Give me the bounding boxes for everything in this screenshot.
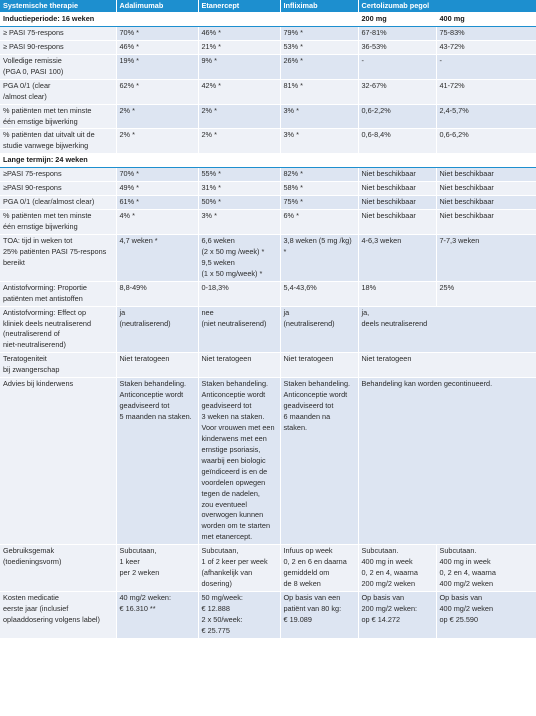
cell-etanercept: 31% * [198,182,280,196]
table-row [0,104,536,129]
cell-infliximab: 81% * [280,79,358,104]
table-row [0,168,536,182]
cell-infliximab: 5,4-43,6% [280,281,358,306]
cell-adalimumab: 70% * [116,168,198,182]
table-row [0,592,536,639]
long-term-rows [0,168,536,306]
cell-certolizumab-400: 0,6-6,2% [436,129,536,154]
row-label: Advies bij kinderwens [0,378,116,545]
cell-certolizumab-400: 41-72% [436,79,536,104]
cell-certolizumab: Niet teratogeen [358,353,536,378]
row-label: Kosten medicatie eerste jaar (inclusief oplaaddosering volgens label) [0,592,116,639]
cell-certolizumab-200: Niet beschikbaar [358,182,436,196]
table-row [0,378,536,545]
certo-dose-400: 400 mg [436,13,536,27]
section-induction [0,13,536,27]
table-row [0,306,536,353]
row-label: % patiënten met ten minste één ernstige bijwerking [0,104,116,129]
header-etanercept: Etanercept [198,0,280,13]
cell-etanercept: 50% * [198,196,280,210]
cell-adalimumab: Subcutaan, 1 keer per 2 weken [116,545,198,592]
row-label: PGA 0/1 (clear /almost clear) [0,79,116,104]
cell-infliximab: 82% * [280,168,358,182]
cell-infliximab: 3% * [280,129,358,154]
cell-infliximab: Niet teratogeen [280,353,358,378]
table-row [0,182,536,196]
cell-infliximab: ja (neutraliserend) [280,306,358,353]
cell-certolizumab-200: Niet beschikbaar [358,210,436,235]
table-row [0,210,536,235]
cell-infliximab: 53% * [280,40,358,54]
cell-adalimumab: 4% * [116,210,198,235]
cell-certolizumab-200: Subcutaan. 400 mg in week 0, 2 en 4, waarna 200 mg/2 weken [358,545,436,592]
cell-etanercept: nee (niet neutraliserend) [198,306,280,353]
table-row [0,545,536,592]
cell-adalimumab: 2% * [116,104,198,129]
row-label: Antistofvorming: Proportie patiënten met antistoffen [0,281,116,306]
induction-rows [0,26,536,153]
table-row [0,281,536,306]
cell-certolizumab-400: 2,4-5,7% [436,104,536,129]
table-row [0,353,536,378]
row-label: Antistofvorming: Effect op kliniek deels neutraliserend (neutraliserend of niet-neutraliserend) [0,306,116,353]
cell-adalimumab: ja (neutraliserend) [116,306,198,353]
cell-adalimumab: 40 mg/2 weken: € 16.310 ** [116,592,198,639]
row-label: Gebruiksgemak (toedieningsvorm) [0,545,116,592]
table-row [0,54,536,79]
cell-adalimumab: 4,7 weken * [116,234,198,281]
table-row [0,26,536,40]
cell-certolizumab-400: - [436,54,536,79]
table-row [0,40,536,54]
cell-etanercept: 46% * [198,26,280,40]
cell-infliximab: Staken behandeling. Anticonceptie wordt geadviseerd tot 6 maanden na staken. [280,378,358,545]
table-row [0,196,536,210]
cell-infliximab: 6% * [280,210,358,235]
cell-etanercept: 2% * [198,104,280,129]
cell-certolizumab: Behandeling kan worden gecontinueerd. [358,378,536,545]
cell-etanercept: 21% * [198,40,280,54]
row-label: % patiënten dat uitvalt uit de studie vanwege bijwerking [0,129,116,154]
cell-adalimumab: 49% * [116,182,198,196]
header-therapy: Systemische therapie [0,0,116,13]
cell-certolizumab-400: Niet beschikbaar [436,210,536,235]
cell-etanercept: 50 mg/week: € 12.888 2 x 50/week: € 25.775 [198,592,280,639]
cell-etanercept: Staken behandeling. Anticonceptie wordt geadviseerd tot 3 weken na staken. Voor vrouwen met een kinderwens met een ernstige psoriasis, waarbij een biologic geïndiceerd is en de voordelen opwegen tegen de nadelen, zou eventueel overwogen kunnen worden om te starten met etanercept. [198,378,280,545]
header-row [0,0,536,13]
cell-infliximab: Infuus op week 0, 2 en 6 en daarna gemiddeld om de 8 weken [280,545,358,592]
row-label: ≥PASI 90-respons [0,182,116,196]
section-long-term-title: Lange termijn: 24 weken [0,154,536,168]
table-row [0,129,536,154]
cell-infliximab: 58% * [280,182,358,196]
row-label: % patiënten met ten minste één ernstige bijwerking [0,210,116,235]
cell-adalimumab: 70% * [116,26,198,40]
section-long-term [0,154,536,168]
cell-certolizumab-200: 67-81% [358,26,436,40]
cell-certolizumab-200: 0,6-8,4% [358,129,436,154]
cell-infliximab: Op basis van een patiënt van 80 kg: € 19.089 [280,592,358,639]
cell-infliximab: 3% * [280,104,358,129]
cell-adalimumab: 2% * [116,129,198,154]
cell-etanercept: 55% * [198,168,280,182]
cell-certolizumab-200: - [358,54,436,79]
row-label: Volledige remissie (PGA 0, PASI 100) [0,54,116,79]
row-label: ≥PASI 75-respons [0,168,116,182]
cell-certolizumab-400: Op basis van 400 mg/2 weken op € 25.590 [436,592,536,639]
row-label: PGA 0/1 (clear/almost clear) [0,196,116,210]
cell-etanercept: 42% * [198,79,280,104]
cell-etanercept: 6,6 weken (2 x 50 mg /week) * 9,5 weken (1 x 50 mg/week) * [198,234,280,281]
cell-certolizumab-400: Niet beschikbaar [436,196,536,210]
cell-certolizumab: ja, deels neutraliserend [358,306,536,353]
section-induction-title: Inductieperiode: 16 weken [0,13,358,27]
cell-etanercept: 0-18,3% [198,281,280,306]
table-row [0,234,536,281]
cell-adalimumab: 46% * [116,40,198,54]
cell-etanercept: 2% * [198,129,280,154]
row-label: ≥ PASI 75-respons [0,26,116,40]
cell-certolizumab-200: Op basis van 200 mg/2 weken: op € 14.272 [358,592,436,639]
row-label: TOA: tijd in weken tot 25% patiënten PASI 75-respons bereikt [0,234,116,281]
cell-certolizumab-400: 43-72% [436,40,536,54]
row-label: Teratogeniteit bij zwangerschap [0,353,116,378]
cell-certolizumab-400: 25% [436,281,536,306]
cell-adalimumab: 8,8-49% [116,281,198,306]
cell-certolizumab-200: 0,6-2,2% [358,104,436,129]
cell-certolizumab-200: 36-53% [358,40,436,54]
cell-certolizumab-400: 7-7,3 weken [436,234,536,281]
cell-infliximab: 3,8 weken (5 mg /kg) * [280,234,358,281]
cell-certolizumab-400: Niet beschikbaar [436,182,536,196]
cell-adalimumab: 61% * [116,196,198,210]
cell-etanercept: Subcutaan, 1 of 2 keer per week (afhankelijk van dosering) [198,545,280,592]
cell-certolizumab-400: Subcutaan. 400 mg in week 0, 2 en 4, waarna 400 mg/2 weken [436,545,536,592]
cell-certolizumab-200: Niet beschikbaar [358,196,436,210]
cell-etanercept: 9% * [198,54,280,79]
table-row [0,79,536,104]
cell-certolizumab-400: Niet beschikbaar [436,168,536,182]
cell-infliximab: 79% * [280,26,358,40]
header-adalimumab: Adalimumab [116,0,198,13]
header-certolizumab: Certolizumab pegol [358,0,536,13]
cell-infliximab: 75% * [280,196,358,210]
cell-adalimumab: 62% * [116,79,198,104]
cell-certolizumab-200: Niet beschikbaar [358,168,436,182]
cell-certolizumab-200: 18% [358,281,436,306]
cell-certolizumab-400: 75-83% [436,26,536,40]
cell-etanercept: 3% * [198,210,280,235]
cell-certolizumab-200: 4-6,3 weken [358,234,436,281]
cell-etanercept: Niet teratogeen [198,353,280,378]
cell-adalimumab: Niet teratogeen [116,353,198,378]
cell-infliximab: 26% * [280,54,358,79]
header-infliximab: Infliximab [280,0,358,13]
cell-adalimumab: Staken behandeling. Anticonceptie wordt geadviseerd tot 5 maanden na staken. [116,378,198,545]
certo-dose-200: 200 mg [358,13,436,27]
cell-certolizumab-200: 32-67% [358,79,436,104]
cell-adalimumab: 19% * [116,54,198,79]
row-label: ≥ PASI 90-respons [0,40,116,54]
